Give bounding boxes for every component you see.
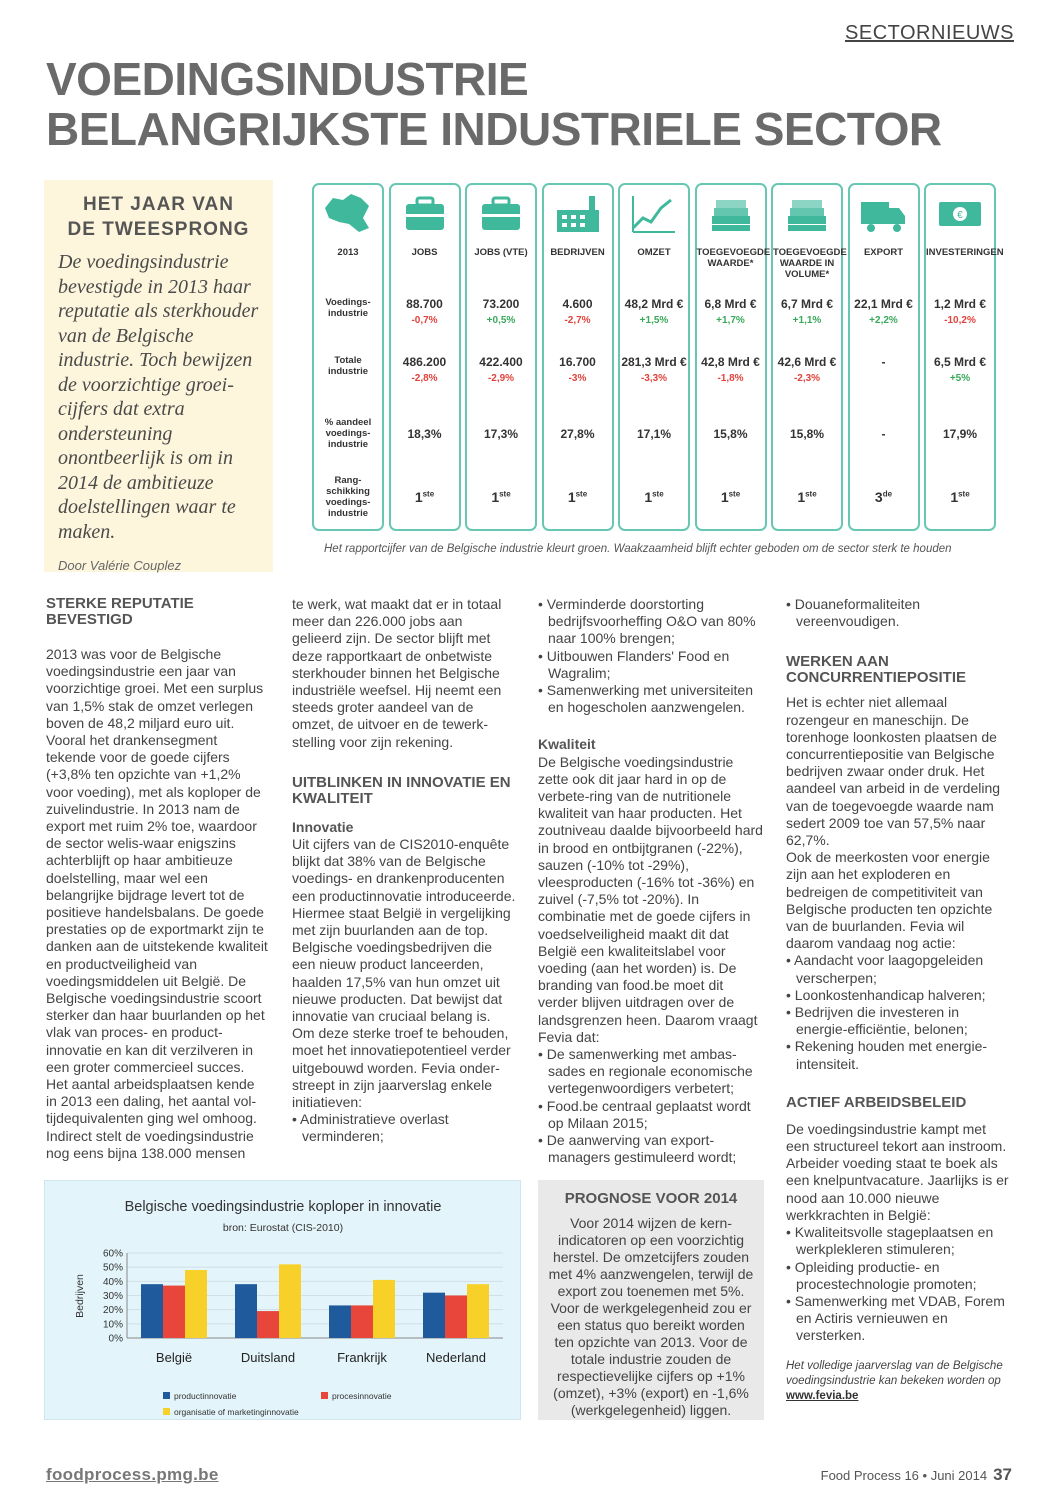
stats-row-label: Rang-schikking voedings-industrie xyxy=(325,475,371,519)
stats-cell xyxy=(467,427,535,441)
chart-bar xyxy=(329,1305,351,1338)
legend-swatch xyxy=(163,1392,170,1399)
stats-cell xyxy=(620,355,688,384)
article-column-1 xyxy=(46,596,268,1162)
chart-bar xyxy=(141,1284,163,1338)
stats-cell xyxy=(620,297,688,326)
stats-column-header: JOBS xyxy=(411,247,438,258)
bullet-list-item: • Bedrijven die investeren in energie-efficiëntie, belonen; xyxy=(786,1004,968,1038)
stats-cell xyxy=(850,427,918,441)
stats-column-header: EXPORT xyxy=(863,247,904,258)
money-stack-icon xyxy=(697,185,765,241)
legend-label: productinnovatie xyxy=(174,1391,237,1401)
stats-column-header: TOEGEVOEGDE WAARDE IN VOLUME* xyxy=(773,247,847,280)
stats-column-header: 2013 xyxy=(337,247,359,258)
footer-issue: Food Process 16 • Juni 2014 xyxy=(820,1468,988,1483)
x-tick-label: Nederland xyxy=(426,1350,486,1365)
growth-chart-icon xyxy=(620,185,688,241)
stats-column xyxy=(618,183,690,531)
innovation-chart xyxy=(44,1180,521,1420)
y-tick-label: 30% xyxy=(102,1291,123,1302)
stats-change: -10,2% xyxy=(944,315,976,326)
bullet-list-item: • Uitbouwen Flanders' Food en Wagralim; xyxy=(538,647,730,681)
stats-change: +1,1% xyxy=(792,315,822,326)
heading-werken: WERKEN AAN CONCURRENTIEPOSITIE xyxy=(786,653,967,687)
chart-bar xyxy=(235,1284,257,1338)
stats-rank: 1ste xyxy=(644,489,664,505)
stats-value: 6,8 Mrd € xyxy=(704,297,757,311)
stats-column-header: OMZET xyxy=(637,247,671,258)
subheading-kwaliteit: Kwaliteit xyxy=(538,736,596,753)
stats-cell xyxy=(850,355,918,369)
bullet-admin: • Administratieve overlast verminderen; xyxy=(292,1111,449,1145)
x-tick-label: Frankrijk xyxy=(337,1350,387,1365)
intro-text: De voedingsindustrie bevestigde in 2013 haar reputatie als sterkhouder van de Belgische industrie. Toch bewijzen de voorzichtige groei-cijfers dat extra ondersteuning onontbeerlijk is om in 2014 de ambitieuze doelstellingen waar te maken. xyxy=(58,251,259,543)
heading-uitblinken: UITBLINKEN IN INNOVATIE EN KWALITEIT xyxy=(292,773,511,807)
bullet-list-item: • De aanwerving van export-managers gestimuleerd wordt; xyxy=(538,1132,737,1166)
paragraph-col2: te werk, wat maakt dat er in totaal meer dan 226.000 jobs aan gelieerd zijn. De sector blijft met deze rapportkaart de onbetwiste sterkhouder binnen het Belgische industriële weefsel. Hij neemt een steeds groter aandeel van de omzet, de uitvoer en de tewerk-stelling voor zijn rekening. xyxy=(292,596,502,750)
stats-column xyxy=(312,183,384,531)
stats-cell xyxy=(391,355,459,384)
bullet-list-item: • Samenwerking met VDAB, Forem en Actiris vernieuwen en versterken. xyxy=(786,1292,1005,1344)
heading-sterke-reputatie: STERKE REPUTATIE BEVESTIGD xyxy=(46,595,194,628)
stats-value: 17,9% xyxy=(942,427,978,441)
stats-rank: 1ste xyxy=(491,489,511,505)
page-title xyxy=(46,54,942,154)
page-number: 37 xyxy=(993,1465,1012,1484)
author-byline: Door Valérie Couplez xyxy=(58,558,182,573)
bullet-list-item: • De samenwerking met ambas-sades en regionale economische vertegenwoordigers verbetert; xyxy=(538,1046,753,1097)
legend-label: procesinnovatie xyxy=(332,1391,392,1401)
footer-publication xyxy=(821,1465,1012,1485)
prognose-box xyxy=(538,1180,764,1420)
report-note-text: Het volledige jaarverslag van de Belgische voedingsindustrie kan bekeken worden op xyxy=(786,1359,1003,1387)
section-tag: SECTORNIEUWS xyxy=(845,22,1014,44)
stats-cell xyxy=(926,297,994,326)
paragraph-actief: De voedingsindustrie kampt met een structureel tekort aan instroom. Arbeider voeding staat te boek als een knelpuntvacature. Jaarlijks is er nood aan 10.000 nieuwe werkkrachten in België: xyxy=(786,1120,1009,1223)
paragraph-werken-2: Ook de meerkosten voor energie zijn aan het exploderen en bedreigen de competitiviteit van Belgische producten ten opzichte van de buurlanden. Fevia wil daarom vandaag nog actie: xyxy=(786,849,993,952)
paragraph-werken: Het is echter niet allemaal rozengeur en maneschijn. De torenhoge loonkosten plaatsen de concurrentiepositie van Belgische bedrijven zwaar onder druk. Het aandeel van arbeid in de verdeling van de toegevoegde waarde nam sedert 2009 toe van 57,5% naar 62,7%. xyxy=(786,694,1001,849)
chart-bar xyxy=(185,1270,207,1338)
stats-caption: Het rapportcijfer van de Belgische industrie kleurt groen. Waakzaamheid blijft echter geboden om de sector sterk te houden xyxy=(324,543,952,555)
article-column-2 xyxy=(292,596,516,1146)
stats-row-label: % aandeel voedings-industrie xyxy=(324,417,372,450)
stats-cell xyxy=(926,355,994,384)
stats-value: - xyxy=(881,427,886,441)
stats-column xyxy=(771,183,847,531)
stats-cell xyxy=(467,355,535,384)
stats-value: 6,7 Mrd € xyxy=(780,297,834,311)
euro-bill-icon xyxy=(926,185,994,241)
briefcase-icon xyxy=(391,185,459,241)
footer-website-link[interactable]: foodprocess.pmg.be xyxy=(46,1465,219,1484)
belgium-map-icon xyxy=(314,185,382,241)
factory-icon xyxy=(544,185,612,241)
stats-cell xyxy=(544,427,612,441)
subheading-innovatie: Innovatie xyxy=(292,818,354,835)
stats-value: 22,1 Mrd € xyxy=(854,297,913,311)
stats-value: 88.700 xyxy=(406,297,443,311)
paragraph-kwaliteit: De Belgische voedingsindustrie zette ook dit jaar hard in op de verbete-ring van de nutritionele kwaliteit van haar producten. Het zoutniveau daalde bijvoorbeeld hard in brood en ontbijtgranen (-22%), sauzen (-10% tot -29%), vleesproducten (-16% tot -36%) en zuivel (-7,5% tot -20%). In combinatie met de goede cijfers in voedselveiligheid maakt dit dat België een kwaliteitslabel voor voeding (aan het worden) is. De branding van food.be moet dit verder blijven uitdragen over de landsgrenzen heen. Daarom vraagt Fevia dat: xyxy=(538,753,763,1045)
chart-title: Belgische voedingsindustrie koploper in innovatie xyxy=(124,1199,442,1215)
chart-bar xyxy=(373,1280,395,1338)
stats-cell xyxy=(773,355,841,384)
stats-value: 73.200 xyxy=(482,297,520,311)
x-tick-label: Duitsland xyxy=(240,1350,296,1365)
stats-rank: 1ste xyxy=(414,489,435,505)
stats-infographic xyxy=(312,183,1004,535)
stats-value: 422.400 xyxy=(479,355,523,369)
chart-subtitle: bron: Eurostat (CIS-2010) xyxy=(222,1222,344,1234)
bullet-list-item: • Loonkostenhandicap halveren; xyxy=(786,986,986,1003)
truck-icon xyxy=(850,185,918,241)
stats-cell xyxy=(697,297,765,326)
stats-column xyxy=(465,183,537,531)
stats-column-header: BEDRIJVEN xyxy=(550,247,605,258)
stats-change: +1,7% xyxy=(716,315,745,326)
prognose-text: Voor 2014 wijzen de kern-indicatoren op een voorzichtig herstel. De omzetcijfers zouden met 4% aanzwengelen, terwijl de export zou toenemen met 5%. Voor de werkgelegenheid zou er een status quo bereikt worden ten opzichte van 2013. Voor de totale industrie zouden de respectievelijke cijfers op +1% (omzet), +3% (export) en -1,6% (werkgelegenheid) liggen. xyxy=(548,1215,754,1418)
bullet-list-item: • Aandacht voor laagopgeleiden verscherpen; xyxy=(786,952,984,986)
article-column-3 xyxy=(538,596,764,1167)
stats-cell xyxy=(697,427,765,441)
stats-change: +5% xyxy=(949,373,971,384)
stats-cell xyxy=(697,355,765,384)
chart-bar xyxy=(467,1284,489,1338)
heading-actief: ACTIEF ARBEIDSBELEID xyxy=(786,1093,967,1111)
stats-cell xyxy=(926,427,994,441)
stats-cell xyxy=(620,427,688,441)
stats-change: -0,7% xyxy=(411,315,438,326)
fevia-link[interactable]: www.fevia.be xyxy=(786,1389,859,1402)
bullet-list-item: • Rekening houden met energie-intensiteit. xyxy=(786,1038,988,1072)
title-line-1: VOEDINGSINDUSTRIE xyxy=(46,53,529,105)
legend-label: organisatie of marketinginnovatie xyxy=(174,1407,299,1417)
intro-title-line-1: HET JAAR VAN xyxy=(83,194,234,215)
chart-bar xyxy=(445,1296,467,1339)
stats-change: +1,5% xyxy=(639,315,669,326)
chart-bar xyxy=(163,1286,185,1338)
stats-cell xyxy=(467,297,535,326)
stats-value: 48,2 Mrd € xyxy=(624,297,684,311)
stats-column-header: TOEGEVOEGDE WAARDE* xyxy=(696,247,771,269)
y-tick-label: 50% xyxy=(102,1262,123,1274)
stats-change: -1,8% xyxy=(717,373,744,384)
stats-column xyxy=(695,183,771,531)
stats-value: 42,6 Mrd € xyxy=(777,355,837,369)
y-tick-label: 0% xyxy=(108,1333,123,1345)
stats-value: 27,8% xyxy=(560,427,595,441)
x-tick-label: België xyxy=(155,1350,193,1365)
intro-box xyxy=(44,180,273,572)
stats-change: +0,5% xyxy=(486,315,516,326)
stats-value: 18,3% xyxy=(407,427,442,441)
stats-cell xyxy=(544,297,612,326)
stats-value: 1,2 Mrd € xyxy=(933,297,987,311)
stats-value: 17,1% xyxy=(636,427,672,441)
legend-swatch xyxy=(163,1408,170,1415)
bullet-list-item: • Samenwerking met universiteiten en hogescholen aanzwengelen. xyxy=(538,682,753,716)
stats-change: -2,3% xyxy=(793,373,821,384)
stats-change: -3,3% xyxy=(640,373,668,384)
y-tick-label: 10% xyxy=(102,1319,123,1331)
stats-column xyxy=(924,183,1004,531)
stats-value: 4.600 xyxy=(562,297,593,311)
stats-change: -3% xyxy=(568,373,587,384)
legend-swatch xyxy=(321,1392,328,1399)
stats-rank: 1ste xyxy=(950,489,970,505)
stats-change: -2,7% xyxy=(564,315,591,326)
stats-cell xyxy=(391,297,459,326)
stats-cell xyxy=(391,427,459,441)
stats-value: - xyxy=(881,355,886,369)
chart-bar xyxy=(279,1264,301,1338)
bullet-list-item: • Opleiding productie- en procestechnologie promoten; xyxy=(786,1258,977,1292)
stats-rank: 1ste xyxy=(797,489,817,505)
stats-rank: 1ste xyxy=(567,489,588,505)
stats-row-label: Totale industrie xyxy=(327,355,369,377)
stats-cell xyxy=(544,355,612,384)
stats-row-label: Voedings-industrie xyxy=(325,297,371,319)
stats-value: 281,3 Mrd € xyxy=(621,355,687,369)
stats-value: 486.200 xyxy=(402,355,447,369)
chart-bar xyxy=(257,1311,279,1338)
innovation-chart-svg xyxy=(45,1181,522,1421)
stats-column xyxy=(848,183,920,531)
stats-column xyxy=(389,183,461,531)
stats-value: 16.700 xyxy=(559,355,596,369)
y-axis-label: Bedrijven xyxy=(74,1274,86,1318)
bullet-list-item: • Food.be centraal geplaatst wordt op Milaan 2015; xyxy=(538,1097,751,1131)
title-line-2: BELANGRIJKSTE INDUSTRIELE SECTOR xyxy=(46,103,942,155)
chart-bar xyxy=(351,1305,373,1338)
paragraph-sterke-reputatie: 2013 was voor de Belgische voedingsindustrie een jaar van voorzichtige groei. Met een surplus van 1,5% stak de omzet verlegen boven de 48,2 miljard euro uit. Vooral het drankensegment tekende voor de goede cijfers (+3,8% ten opzichte van +1,2% voor voeding), met als koploper de zuivelindustrie. In 2013 nam de export met ruim 2% toe, waardoor de sector welis-waar enigszins achterblijft op haar ambitieuze doelstelling, maar wel een belangrijke bijdrage levert tot de positieve handelsbalans. De goede prestaties op de exportmarkt zijn te danken aan de uitstekende kwaliteit en productveiligheid van voedingsmiddelen uit België. De Belgische voedingsindustrie scoort sterker dan haar buurlanden op het vlak van proces- en product-innovatie en kan dit verzilveren in een groter commercieel succes. Het aantal arbeidsplaatsen kende in 2013 een daling, het aantal vol-tijdequivalenten ging wel omhoog. Indirect stelt de voedingsindustrie nog eens bijna 138.000 mensen xyxy=(46,646,268,1161)
prognose-title: PROGNOSE VOOR 2014 xyxy=(564,1190,738,1207)
svg-text:€: € xyxy=(957,210,963,221)
stats-rank: 1ste xyxy=(720,489,741,505)
bullet-list-item: • Kwaliteitsvolle stageplaatsen en werkplekleren stimuleren; xyxy=(786,1224,994,1258)
stats-change: +2,2% xyxy=(869,315,898,326)
bullet-list-item: • Verminderde doorstorting bedrijfsvoorheffing O&O van 80% naar 100% brengen; xyxy=(538,596,756,647)
stats-cell xyxy=(850,297,918,326)
intro-title xyxy=(58,192,259,242)
stats-column-header: JOBS (VTE) xyxy=(474,247,528,258)
stats-column xyxy=(542,183,614,531)
money-stack-icon xyxy=(773,185,841,241)
stats-value: 15,8% xyxy=(789,427,825,441)
y-tick-label: 40% xyxy=(102,1276,123,1288)
y-tick-label: 60% xyxy=(102,1248,123,1260)
briefcase-icon xyxy=(467,185,535,241)
chart-bar xyxy=(423,1293,445,1338)
intro-title-line-2: DE TWEESPRONG xyxy=(67,219,250,240)
stats-cell xyxy=(773,297,841,326)
bullet-douane: • Douaneformaliteiten vereenvoudigen. xyxy=(786,596,921,630)
paragraph-innovatie: Uit cijfers van de CIS2010-enquête blijkt dat 38% van de Belgische voedings- en drankenproducenten een productinnovatie introduceerde. Hiermee staat België in vergelijking met zijn buurlanden aan de top. Belgische voedingsbedrijven die een nieuw product lanceerden, haalden 17,5% van hun omzet uit nieuwe producten. Dat bewijst dat innovatie van cruciaal belang is. Om deze sterke troef te behouden, moet het innovatiepotentieel verder uitgebouwd worden. Fevia onder-streept in zijn jaarverslag enkele initiatieven: xyxy=(292,836,516,1111)
stats-cell xyxy=(773,427,841,441)
y-tick-label: 20% xyxy=(102,1305,123,1317)
report-note xyxy=(786,1359,1012,1404)
stats-value: 15,8% xyxy=(713,427,748,441)
stats-change: -2,9% xyxy=(487,373,515,384)
stats-rank: 3de xyxy=(874,489,893,505)
stats-value: 17,3% xyxy=(483,427,519,441)
article-column-4 xyxy=(786,596,1012,1404)
stats-value: 42,8 Mrd € xyxy=(701,355,760,369)
stats-change: -2,8% xyxy=(411,373,438,384)
stats-column-header: INVESTERINGEN xyxy=(926,247,1004,258)
stats-value: 6,5 Mrd € xyxy=(933,355,987,369)
